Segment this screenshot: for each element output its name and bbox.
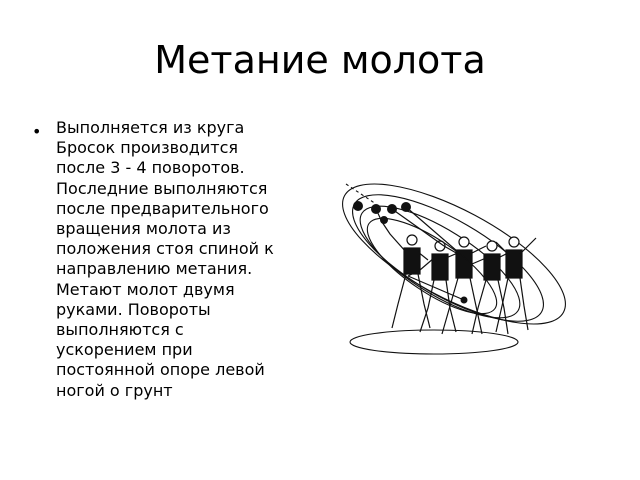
slide-title: Метание молота bbox=[154, 38, 486, 82]
bullet-line: Выполняется из круга bbox=[56, 118, 245, 137]
bullet-line: выполняются с bbox=[56, 320, 184, 340]
bullet-line: Метают молот двумя bbox=[56, 279, 235, 299]
bullet-line: руками. Повороты bbox=[56, 299, 211, 319]
bullet-line: ускорением при bbox=[56, 340, 193, 360]
bullet-text bbox=[56, 118, 274, 401]
bullet-line: Последние выполняются bbox=[56, 178, 268, 198]
bullet-line: после предварительного bbox=[56, 198, 269, 218]
bullet-line: Бросок производится bbox=[56, 138, 238, 158]
bullet-marker: • bbox=[32, 122, 42, 141]
hammer-throw-sequence-illustration bbox=[336, 176, 584, 360]
bullet-line: постоянной опоре левой bbox=[56, 360, 265, 380]
bullet-line: вращения молота из bbox=[56, 219, 231, 239]
athlete-figure bbox=[382, 222, 430, 328]
release-path bbox=[346, 184, 376, 204]
throwing-circle bbox=[350, 330, 518, 354]
hammer-ball bbox=[353, 201, 363, 211]
bullet-line: направлению метания. bbox=[56, 259, 253, 279]
bullet-line: ногой о грунт bbox=[56, 380, 173, 400]
athlete-figure bbox=[442, 237, 486, 334]
bullet-line: после 3 - 4 поворотов. bbox=[56, 158, 245, 178]
bullet-line: положения стоя спиной к bbox=[56, 239, 274, 259]
